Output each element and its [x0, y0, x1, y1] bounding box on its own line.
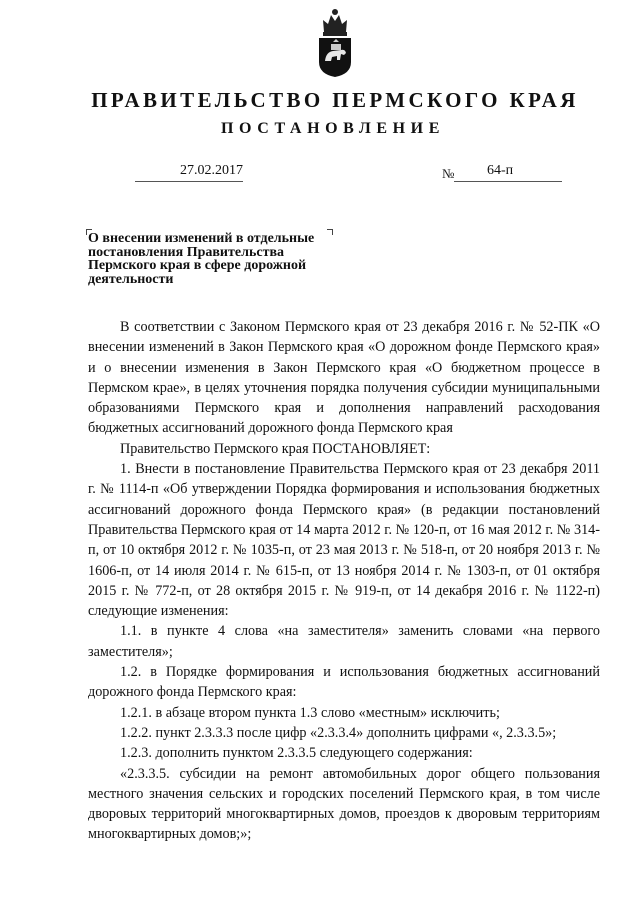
subject-line: Пермского края в сфере дорожной — [88, 258, 307, 273]
subject-line: постановления Правительства — [88, 244, 284, 260]
item-1-2: 1.2. в Порядке формирования и использования бюджетных ассигнований дорожного фонда Пермского края: — [88, 664, 600, 701]
subject-line: О внесении изменений в отдельные — [88, 231, 315, 246]
item-1-2-2: 1.2.2. пункт 2.3.3.3 после цифр «2.3.3.4» дополнить цифрами «, 2.3.3.5»; — [120, 724, 557, 741]
item-1-1: 1.1. в пункте 4 слова «на заместителя» заменить словами «на первого заместителя»; — [88, 623, 600, 660]
document-type: ПОСТАНОВЛЕНИЕ — [221, 120, 445, 137]
item-1: 1. Внести в постановление Правительства Пермского края от 23 декабря 2011 г. № 1114-п «Об утверждении Порядка формирования и использования бюджетных ассигнований дорожного фонда Пермского края» (в редакции постановлений Правительства Пермского края от 14 марта 2012 г. № 120-п, от 16 мая 2012 г. № 314-п, от 10 октября 2012 г. № 1035-п, от 23 мая 2013 г. № 518-п, от 20 ноября 2013 г. № 1606-п, от 14 июля 2014 г. № 615-п, от 13 ноября 2014 г. № 1303-п, от 01 октября 2015 г. № 772-п, от 28 октября 2015 г. № 919-п, от 14 декабря 2016 г. № 1122-п) следующие изменения: — [88, 461, 600, 620]
document-body — [88, 317, 600, 845]
preamble-paragraph: В соответствии с Законом Пермского края от 23 декабря 2016 г. № 52-ПК «О внесении изменений в Закон Пермского края «О дорожном фонде Пермского края» и о внесении изменения в Закон Пермского края «О бюджетном процессе в Пермском крае», в целях уточнения порядка получения субсидии муниципальными образованиями Пермского края и дополнения направлений расходования бюджетных ассигнований дорожного фонда Пермского края — [88, 319, 600, 437]
subject-line: деятельности — [88, 271, 174, 287]
document-subject — [88, 232, 348, 286]
quoted-clause: «2.3.3.5. субсидии на ремонт автомобильных дорог общего пользования местного значения сельских и городских поселений Пермского края, в том числе дворовых территорий многоквартирных домов, проездов к дворовым территориям многоквартирных домов;»; — [88, 765, 600, 843]
number-label: № — [442, 166, 455, 181]
item-1-2-3: 1.2.3. дополнить пунктом 2.3.3.5 следующего содержания: — [120, 745, 473, 762]
perm-krai-coat-of-arms-icon — [315, 6, 355, 78]
document-number: 64-п — [454, 163, 562, 182]
government-title: ПРАВИТЕЛЬСТВО ПЕРМСКОГО КРАЯ — [91, 88, 579, 112]
decree-paragraph: Правительство Пермского края ПОСТАНОВЛЯЕТ: — [120, 440, 431, 457]
document-date: 27.02.2017 — [135, 163, 243, 182]
item-1-2-1: 1.2.1. в абзаце втором пункта 1.3 слово «местным» исключить; — [120, 704, 500, 721]
